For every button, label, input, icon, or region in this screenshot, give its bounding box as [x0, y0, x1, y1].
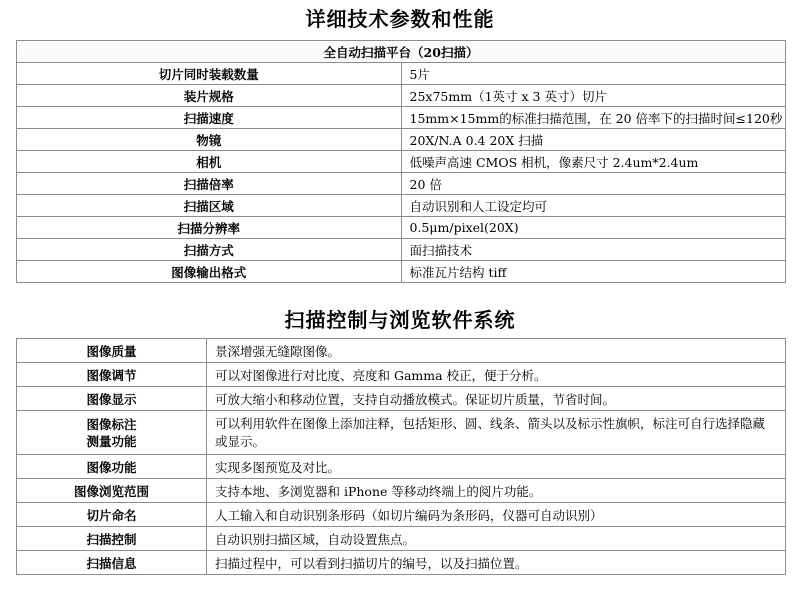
table-row [17, 173, 786, 195]
row-value: 自动识别和人工设定均可 [401, 195, 786, 217]
row-value: 可以利用软件在图像上添加注释，包括矩形、圆、线条、箭头以及标示性旗帜，标注可自行选择隐藏或显示。 [207, 411, 786, 455]
row-value: 扫描过程中，可以看到扫描切片的编号，以及扫描位置。 [207, 551, 786, 575]
specs-title: 详细技术参数和性能 [305, 7, 495, 31]
row-value: 25x75mm（1英寸 x 3 英寸）切片 [401, 85, 786, 107]
row-label: 扫描控制 [17, 527, 207, 551]
software-title: 扫描控制与浏览软件系统 [284, 308, 516, 332]
software-table [16, 338, 786, 575]
row-value: 标准瓦片结构 tiff [401, 261, 786, 283]
specs-table [16, 40, 786, 283]
table-row [17, 551, 786, 575]
row-value: 人工输入和自动识别条形码（如切片编码为条形码，仪器可自动识别） [207, 503, 786, 527]
row-label: 图像质量 [17, 339, 207, 363]
platform-header: 全自动扫描平台（20扫描） [17, 41, 786, 63]
row-label: 图像浏览范围 [17, 479, 207, 503]
table-row [17, 107, 786, 129]
row-value: 实现多图预览及对比。 [207, 455, 786, 479]
table-row [17, 195, 786, 217]
row-label: 扫描速度 [17, 107, 402, 129]
row-label [17, 411, 207, 455]
table-row [17, 151, 786, 173]
row-label: 相机 [17, 151, 402, 173]
row-value: 可放大缩小和移动位置，支持自动播放模式。保证切片质量，节省时间。 [207, 387, 786, 411]
table-row [17, 339, 786, 363]
row-value: 15mm×15mm的标准扫描范围，在 20 倍率下的扫描时间≤120秒 [401, 107, 786, 129]
row-value: 支持本地、多浏览器和 iPhone 等移动终端上的阅片功能。 [207, 479, 786, 503]
row-label: 扫描倍率 [17, 173, 402, 195]
row-label: 图像输出格式 [17, 261, 402, 283]
table-row [17, 455, 786, 479]
row-value: 低噪声高速 CMOS 相机，像素尺寸 2.4um*2.4um [401, 151, 786, 173]
row-label: 物镜 [17, 129, 402, 151]
row-label: 扫描区域 [17, 195, 402, 217]
row-label: 图像显示 [17, 387, 207, 411]
row-value: 景深增强无缝隙图像。 [207, 339, 786, 363]
table-row [17, 363, 786, 387]
row-label-line: 测量功能 [86, 433, 137, 449]
row-value: 面扫描技术 [401, 239, 786, 261]
table-row [17, 63, 786, 85]
table-row [17, 387, 786, 411]
row-label-line: 图像标注 [86, 416, 137, 432]
row-value: 自动识别扫描区域，自动设置焦点。 [207, 527, 786, 551]
row-value: 20X/N.A 0.4 20X 扫描 [401, 129, 786, 151]
table-row [17, 217, 786, 239]
row-value: 0.5μm/pixel(20X) [401, 217, 786, 239]
row-label: 切片同时装载数量 [17, 63, 402, 85]
table-row [17, 411, 786, 455]
table-row [17, 479, 786, 503]
row-label: 扫描分辨率 [17, 217, 402, 239]
table-row [17, 239, 786, 261]
row-value: 20 倍 [401, 173, 786, 195]
table-row [17, 527, 786, 551]
table-row [17, 85, 786, 107]
table-row [17, 261, 786, 283]
row-label: 切片命名 [17, 503, 207, 527]
row-label: 装片规格 [17, 85, 402, 107]
table-row [17, 503, 786, 527]
row-value: 5片 [401, 63, 786, 85]
row-label: 图像功能 [17, 455, 207, 479]
row-label: 图像调节 [17, 363, 207, 387]
row-label: 扫描信息 [17, 551, 207, 575]
row-value: 可以对图像进行对比度、亮度和 Gamma 校正，便于分析。 [207, 363, 786, 387]
row-label: 扫描方式 [17, 239, 402, 261]
table-header-row [17, 41, 786, 63]
table-row [17, 129, 786, 151]
